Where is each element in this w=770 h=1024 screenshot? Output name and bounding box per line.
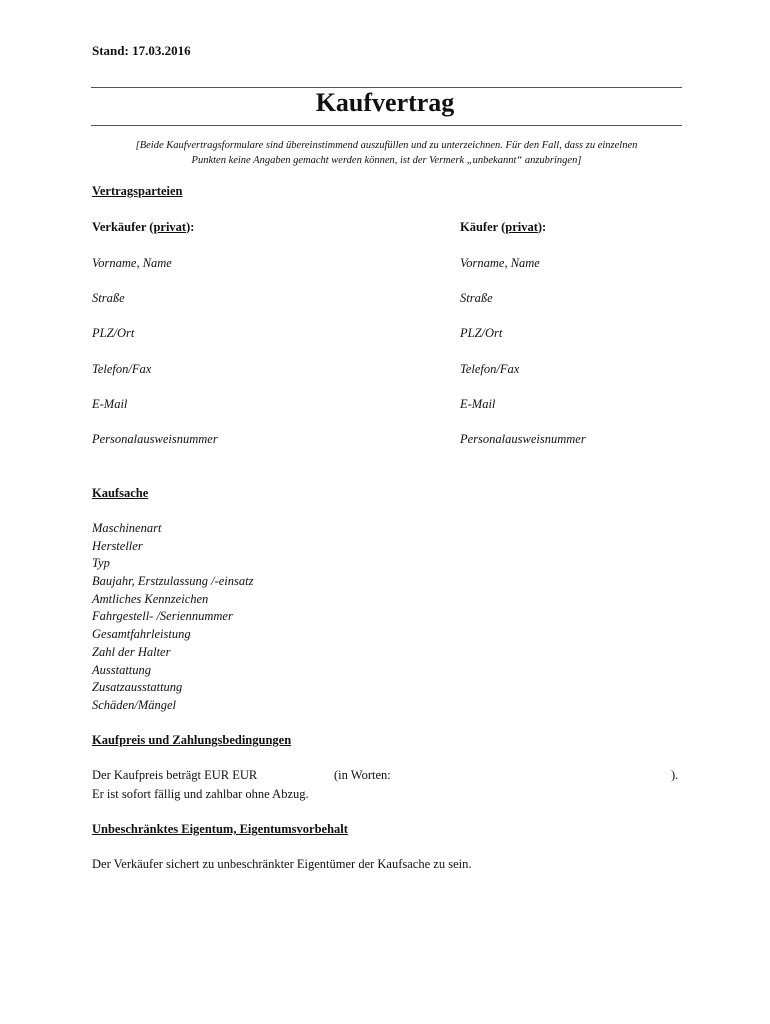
kaufsache-item: Typ [92,556,110,570]
kaufsache-item: Schäden/Mängel [92,698,177,712]
buyer-label-suffix: ): [537,220,547,234]
buyer-label: Käufer ( [460,220,506,234]
kaufsache-item: Ausstattung [92,663,152,677]
buyer-field-phone: Telefon/Fax [460,362,520,376]
price-in-words-close: ). [671,768,679,782]
seller-label-suffix: ): [186,220,195,234]
price-amount-text: Der Kaufpreis beträgt EUR EUR [92,768,258,782]
kaufsache-item: Baujahr, Erstzulassung /-einsatz [92,574,254,588]
buyer-heading [460,220,546,235]
section-heading-ownership: Unbeschränktes Eigentum, Eigentumsvorbehalt [92,822,348,836]
seller-field-name: Vorname, Name [92,256,172,270]
kaufsache-item: Gesamtfahrleistung [92,627,191,641]
kaufsache-item: Maschinenart [92,521,162,535]
instruction-note [91,138,682,168]
ownership-text: Der Verkäufer sichert zu unbeschränkter Eigentümer der Kaufsache zu sein. [92,857,472,871]
seller-label: Verkäufer ( [92,220,154,234]
document-title: Kaufvertrag [315,88,455,117]
seller-field-street: Straße [92,291,125,305]
instruction-note-line-2: Punkten keine Angaben gemacht werden können, ist der Vermerk „unbekannt“ anzubringen] [191,155,582,166]
kaufsache-item: Amtliches Kennzeichen [92,592,209,606]
section-heading-parties: Vertragsparteien [92,184,183,198]
seller-field-email: E-Mail [92,397,128,411]
section-heading-price: Kaufpreis und Zahlungsbedingungen [92,733,292,747]
buyer-field-id: Personalausweisnummer [460,432,586,446]
instruction-note-line-1: [Beide Kaufvertragsformulare sind übereinstimmend auszufüllen und zu unterzeichnen. Für den Fall, dass zu einzelnen [135,140,638,151]
seller-field-city: PLZ/Ort [92,326,135,340]
seller-field-phone: Telefon/Fax [92,362,152,376]
buyer-field-name: Vorname, Name [460,256,540,270]
price-in-words-label: (in Worten: [334,768,391,782]
seller-heading [92,220,194,235]
seller-field-id: Personalausweisnummer [92,432,218,446]
document-date: Stand: 17.03.2016 [92,43,191,58]
buyer-field-email: E-Mail [460,397,496,411]
kaufsache-item: Zahl der Halter [92,645,171,659]
section-heading-kaufsache: Kaufsache [92,486,149,500]
buyer-qualifier: privat [505,220,538,234]
buyer-field-street: Straße [460,291,493,305]
payment-terms-text: Er ist sofort fällig und zahlbar ohne Abzug. [92,787,309,801]
seller-qualifier: privat [153,220,187,234]
buyer-field-city: PLZ/Ort [460,326,503,340]
kaufsache-item: Fahrgestell- /Seriennummer [92,609,233,623]
kaufsache-item: Hersteller [92,539,143,553]
title-rule-bottom [91,125,682,126]
kaufsache-item: Zusatzausstattung [92,680,183,694]
